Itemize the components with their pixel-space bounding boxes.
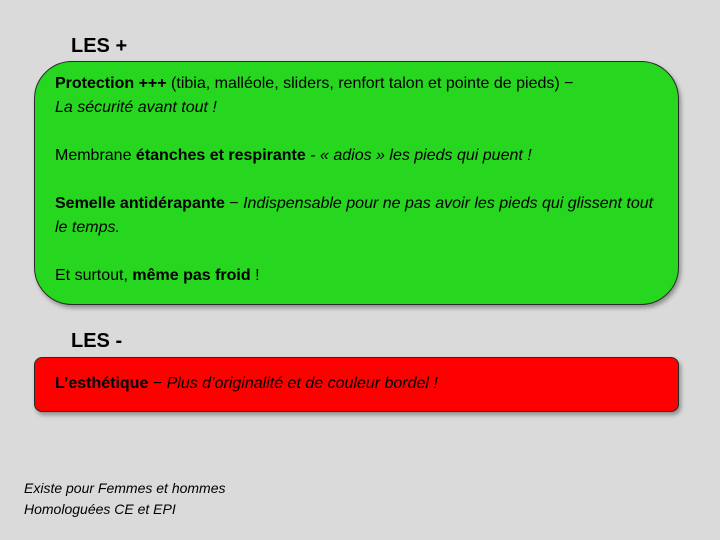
con-esthetique-italic: Plus d’originalité et de couleur bordel ! xyxy=(166,375,438,392)
pro-membrane-text-before: Membrane xyxy=(55,147,136,164)
pros-box xyxy=(34,61,679,305)
pro-semelle-bold: Semelle antidérapante xyxy=(55,195,225,212)
con-esthetique-bold: L’esthétique xyxy=(55,375,149,392)
pro-semelle-text: − xyxy=(224,195,244,212)
pro-membrane-bold: étanches et respirante xyxy=(135,147,306,164)
pro-protection-bold: Protection +++ xyxy=(55,75,167,92)
footnote-line-certification: Homologuées CE et EPI xyxy=(24,501,176,517)
pro-froid-text-after: ! xyxy=(250,267,260,284)
cons-box xyxy=(34,357,679,412)
footnote-line-genders: Existe pour Femmes et hommes xyxy=(24,480,226,496)
pros-heading: LES + xyxy=(71,35,128,57)
pro-membrane-text-after: - xyxy=(305,147,320,164)
pro-semelle xyxy=(55,192,658,240)
footnote xyxy=(24,478,226,520)
pro-membrane xyxy=(55,144,658,168)
pro-membrane-italic: « adios » les pieds qui puent ! xyxy=(320,147,532,164)
con-esthetique-text: − xyxy=(148,375,167,392)
pro-semelle-italic: Indispensable pour ne pas avoir les pieds qui glissent tout le temps. xyxy=(55,195,654,236)
con-esthetique xyxy=(55,372,658,396)
pro-froid-bold: même pas froid xyxy=(132,267,251,284)
pro-protection-text: (tibia, malléole, sliders, renfort talon et pointe de pieds) − xyxy=(166,75,574,92)
pro-froid xyxy=(55,264,658,288)
pro-protection-italic: La sécurité avant tout ! xyxy=(55,99,217,116)
cons-heading: LES - xyxy=(71,330,123,352)
pro-froid-text-before: Et surtout, xyxy=(55,267,133,284)
pro-protection xyxy=(55,72,658,120)
